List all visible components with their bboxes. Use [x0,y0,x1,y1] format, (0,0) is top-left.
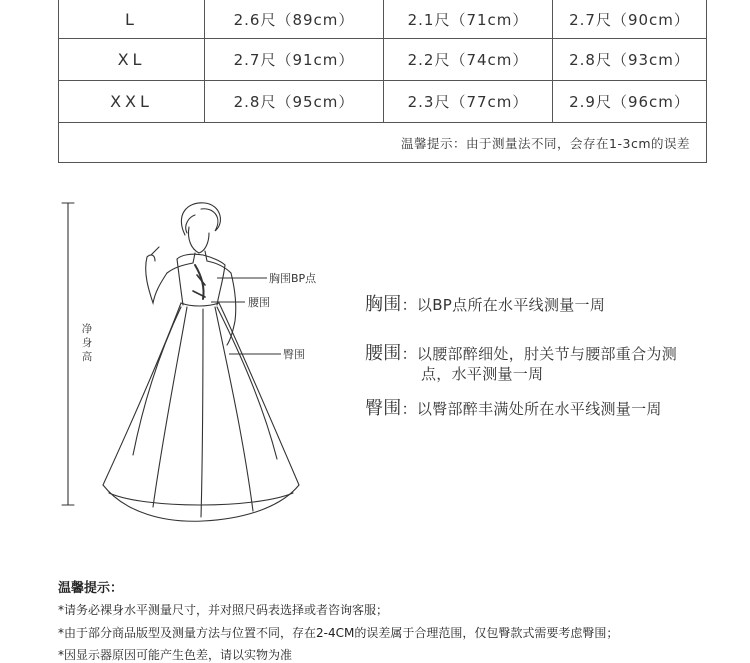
bust-cell: 2.6尺（89cm） [205,0,384,39]
measurement-note: 温馨提示：由于测量法不同，会存在1-3cm的误差 [59,123,707,163]
bust-cell: 2.8尺（95cm） [205,81,384,123]
note-row [59,123,707,163]
hip-cell: 2.7尺（90cm） [553,0,707,39]
hip-cell: 2.8尺（93cm） [553,39,707,81]
waist-cell: 2.3尺（77cm） [384,81,553,123]
waist-cell: 2.2尺（74cm） [384,39,553,81]
tip-item: *由于部分商品版型及测量方法与位置不同，存在2-4CM的误差属于合理范围，仅包臀款式需要考虑臀围； [58,626,619,640]
tip-item: *请务必裸身水平测量尺寸，并对照尺码表选择或者咨询客服； [58,603,389,617]
hip-definition [365,394,662,420]
size-row-l [59,0,707,39]
waist-cell: 2.1尺（71cm） [384,0,553,39]
size-cell: L [59,0,205,39]
tip-item: *因显示器原因可能产生色差，请以实物为准 [58,648,293,662]
dress-figure-sketch [55,195,345,525]
measure-term: 臀围 [365,398,402,419]
size-table [58,0,707,163]
measure-desc: ：以BP点所在水平线测量一周 [401,296,606,314]
hip-cell: 2.9尺（96cm） [553,81,707,123]
measure-desc: ：以臀部醉丰满处所在水平线测量一周 [401,400,662,418]
measure-term: 腰围 [365,343,402,364]
bust-definition [365,290,605,316]
waist-definition [365,339,678,383]
size-row-xxl [59,81,707,123]
hip-label: 臀围 [283,348,305,361]
measure-term: 胸围 [365,294,402,315]
height-label: 净 身 高 [81,323,93,363]
tips-title: 温馨提示： [58,581,124,596]
size-cell: XL [59,39,205,81]
size-row-xl [59,39,707,81]
measure-desc-cont: 点，水平测量一周 [421,365,544,383]
measure-desc: ：以腰部醉细处，肘关节与腰部重合为测 [401,345,678,363]
bust-label: 胸围BP点 [269,272,317,285]
waist-label: 腰围 [248,296,270,309]
size-cell: XXL [59,81,205,123]
bust-cell: 2.7尺（91cm） [205,39,384,81]
